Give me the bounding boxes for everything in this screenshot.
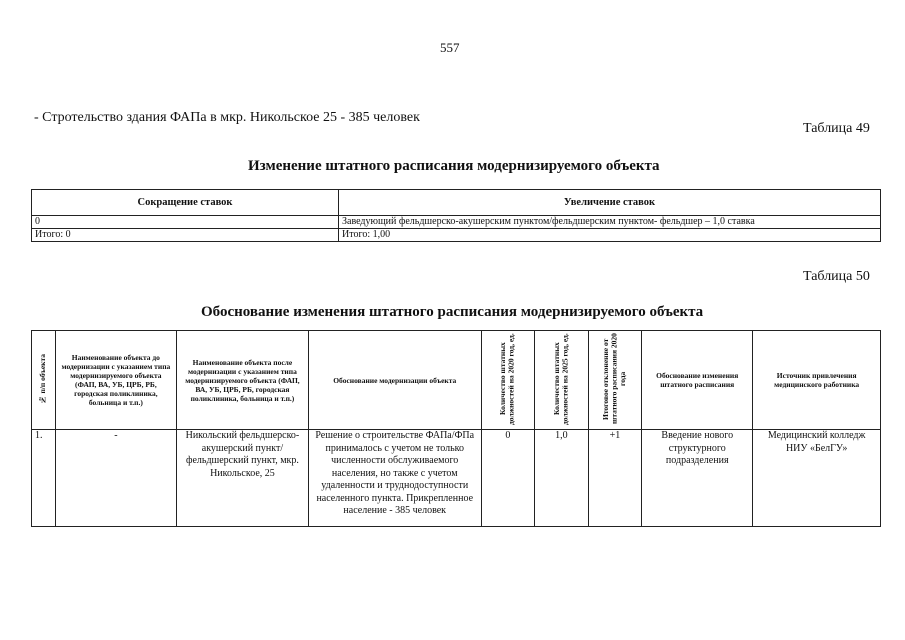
change-reason: Введение нового структурного подразделения: [642, 430, 753, 527]
header-count-2020-text: Количество штатных должностей на 2020 год, ед.: [498, 333, 516, 425]
row-number: 1.: [32, 430, 56, 527]
table-row: [32, 430, 881, 527]
increase-total: Итого: 1,00: [339, 229, 881, 242]
header-deviation-text: Итоговое отклонение от штатного расписания 2020 года: [601, 333, 628, 425]
count-2025: 1,0: [535, 430, 589, 527]
table-header-row: [32, 331, 881, 430]
reduction-total: Итого: 0: [32, 229, 339, 242]
header-number-text: № п/п объекта: [38, 353, 48, 405]
table49-title: Изменение штатного расписания модернизируемого объекта: [248, 158, 660, 174]
table-row: [32, 216, 881, 229]
header-before: Наименование объекта до модернизации с указанием типа модернизируемого объекта (ФАП, ВА, УБ, ЦРБ, РБ, городская поликлиника, больница и т.п.): [55, 331, 176, 430]
header-after: Наименование объекта после модернизации с указанием типа модернизируемого объекта (ФАП, ВА, УБ, ЦРБ, РБ, городская поликлиника, больница и т.п.): [177, 331, 309, 430]
header-count-2025: [535, 331, 589, 430]
header-count-2025-text: Количество штатных должностей на 2025 год, ед.: [551, 333, 570, 425]
table-row-total: [32, 229, 881, 242]
table-header-row: [32, 190, 881, 216]
table50-title: Обоснование изменения штатного расписания модернизируемого объекта: [201, 304, 704, 320]
object-before: -: [55, 430, 176, 527]
staffing-change-table: [31, 189, 881, 242]
header-number: [32, 331, 56, 430]
header-deviation: [588, 331, 642, 430]
page-number: 557: [440, 40, 460, 55]
header-reduction: Сокращение ставок: [32, 190, 339, 216]
object-after: Никольский фельдшерско-акушерский пункт/фельдшерский пункт, мкр. Никольское, 25: [177, 430, 309, 527]
header-count-2020: [481, 331, 535, 430]
table49-number: Таблица 49: [803, 121, 870, 136]
deviation: +1: [588, 430, 642, 527]
header-change-reason: Обоснование изменения штатного расписания: [642, 331, 753, 430]
reduction-cell: 0: [32, 216, 339, 229]
justification-text: Решение о строительстве ФАПа/ФПа принималось с учетом не только численности обслуживаемого населения, но также с учетом удаленности и труднодоступности населенного пункта. Прикрепленное население - 385 человек: [308, 430, 481, 527]
header-source: Источник привлечения медицинского работника: [753, 331, 881, 430]
header-justification: Обоснование модернизации объекта: [308, 331, 481, 430]
staff-source: Медицинский колледж НИУ «БелГУ»: [753, 430, 881, 527]
justification-table: [31, 330, 881, 527]
increase-cell: Заведующий фельдшерско-акушерским пунктом/фельдшерским пунктом- фельдшер – 1,0 ставка: [339, 216, 881, 229]
intro-line: - Стротельство здания ФАПа в мкр. Никольское 25 - 385 человек: [34, 110, 420, 125]
count-2020: 0: [481, 430, 535, 527]
header-increase: Увеличение ставок: [339, 190, 881, 216]
table50-number: Таблица 50: [803, 269, 870, 284]
